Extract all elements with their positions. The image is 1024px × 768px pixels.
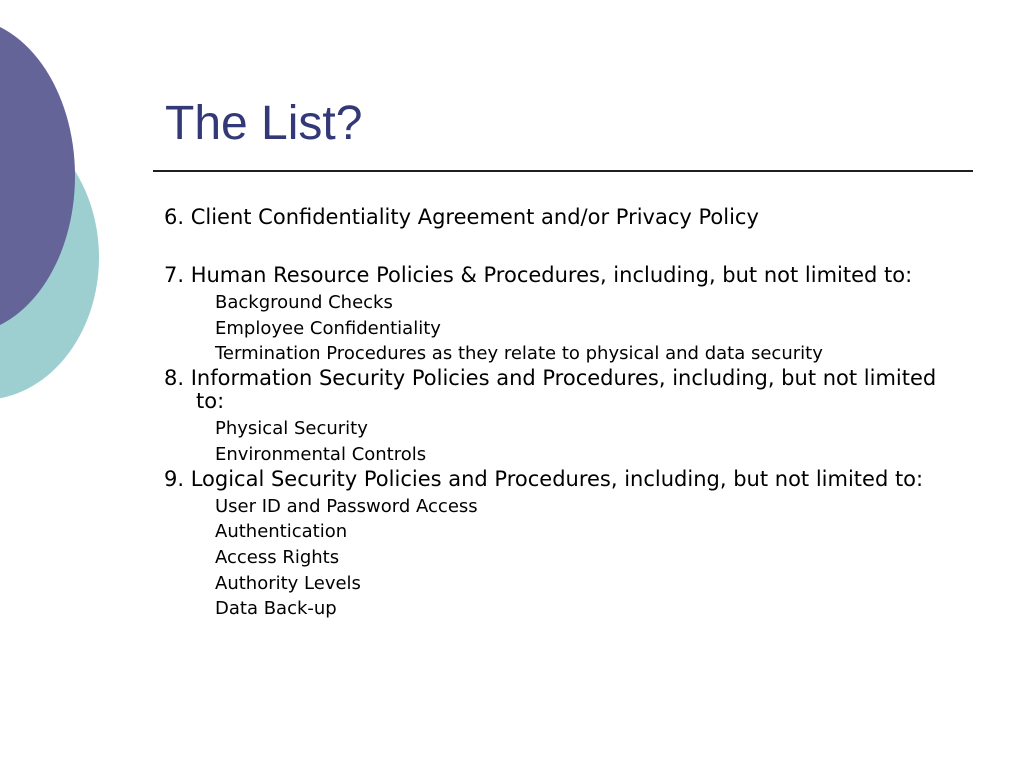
title-divider bbox=[153, 170, 973, 172]
sublist-item: Authentication bbox=[215, 521, 348, 543]
list-item-label: 9. Logical Security Policies and Procedures, including, but not limited to: bbox=[164, 466, 924, 491]
list-item-label: 8. Information Security Policies and Procedures, including, but not limited to: bbox=[164, 366, 937, 414]
sublist-item: Background Checks bbox=[215, 292, 393, 313]
sublist-item: Data Back-up bbox=[215, 598, 337, 620]
sublist bbox=[164, 494, 954, 623]
list-item-7 bbox=[164, 264, 954, 367]
sublist-item: Authority Levels bbox=[215, 572, 361, 594]
list-item-label: 7. Human Resource Policies & Procedures, including, but not limited to: bbox=[164, 263, 913, 287]
sublist-item: User ID and Password Access bbox=[215, 495, 478, 517]
item-list bbox=[164, 206, 954, 622]
sublist-item: Termination Procedures as they relate to physical and data security bbox=[215, 343, 823, 365]
sublist-item: Employee Confidentiality bbox=[215, 317, 441, 339]
sublist-item: Access Rights bbox=[215, 546, 340, 568]
list-item-6 bbox=[164, 206, 954, 229]
sublist-item: Environmental Controls bbox=[215, 443, 427, 465]
list-item-label: 6. Client Confidentiality Agreement and/or Privacy Policy bbox=[164, 205, 759, 229]
slide-title: The List? bbox=[165, 97, 363, 150]
sublist bbox=[164, 416, 954, 467]
list-item-8 bbox=[164, 367, 954, 467]
sublist-item: Physical Security bbox=[215, 418, 368, 440]
list-item-9 bbox=[164, 468, 954, 623]
sublist bbox=[164, 290, 954, 367]
